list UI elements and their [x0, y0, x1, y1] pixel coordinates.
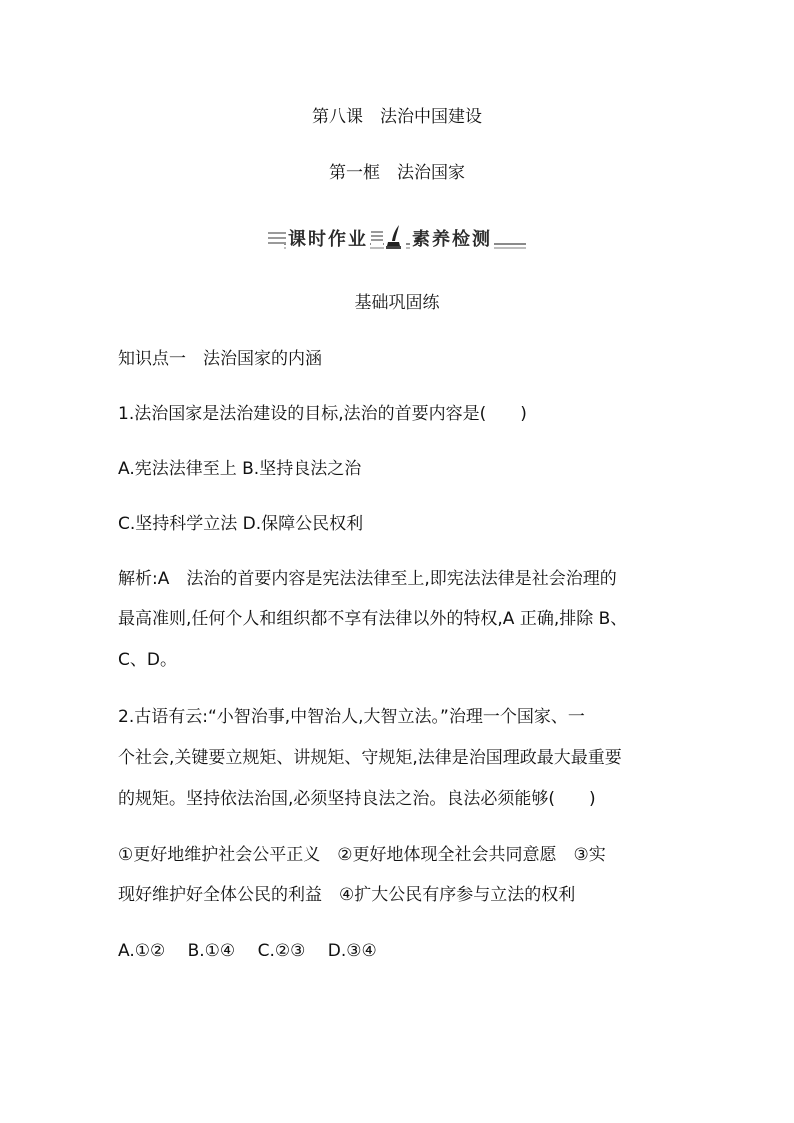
question-1-analysis-line-2: 最高准则,任何个人和组织都不享有法律以外的特权,A 正确,排除 B、 [118, 609, 628, 629]
question-1-options-cd: C.坚持科学立法 D.保障公民权利 [118, 514, 364, 534]
banner-right-text: 素养检测 [410, 225, 494, 251]
banner-left-text: 课时作业 [286, 225, 370, 251]
banner-stripes-middle [371, 231, 383, 245]
quill-pen-icon [384, 224, 406, 250]
knowledge-point-heading: 知识点一 法治国家的内涵 [118, 349, 322, 369]
question-2-items-line-1: ①更好地维护社会公平正义 ②更好地体现全社会共同意愿 ③实 [118, 845, 606, 865]
homework-banner [268, 224, 526, 254]
question-2-items-line-2: 现好维护好全体公民的利益 ④扩大公民有序参与立法的权利 [118, 885, 576, 905]
question-2-stem-line-1: 2.古语有云:“小智治事,中智治人,大智立法。”治理一个国家、一 [118, 707, 585, 727]
question-2-choices: A.①② B.①④ C.②③ D.③④ [118, 941, 377, 961]
question-2-stem-line-2: 个社会,关键要立规矩、讲规矩、守规矩,法律是治国理政最大最重要 [118, 748, 622, 768]
question-1-options-ab: A.宪法法律至上 B.坚持良法之治 [118, 459, 362, 479]
lesson-title: 第八课 法治中国建设 [312, 107, 482, 127]
practice-heading: 基础巩固练 [354, 293, 440, 313]
question-2-stem-line-3: 的规矩。坚持依法治国,必须坚持良法之治。良法必须能够( ) [118, 789, 596, 809]
question-1-stem: 1.法治国家是法治建设的目标,法治的首要内容是( ) [118, 404, 527, 424]
section-title: 第一框 法治国家 [329, 163, 465, 183]
question-1-analysis-line-1: 解析:A 法治的首要内容是宪法法律至上,即宪法法律是社会治理的 [118, 569, 617, 589]
question-1-analysis-line-3: C、D。 [118, 650, 177, 670]
banner-stripes-left [268, 232, 286, 244]
